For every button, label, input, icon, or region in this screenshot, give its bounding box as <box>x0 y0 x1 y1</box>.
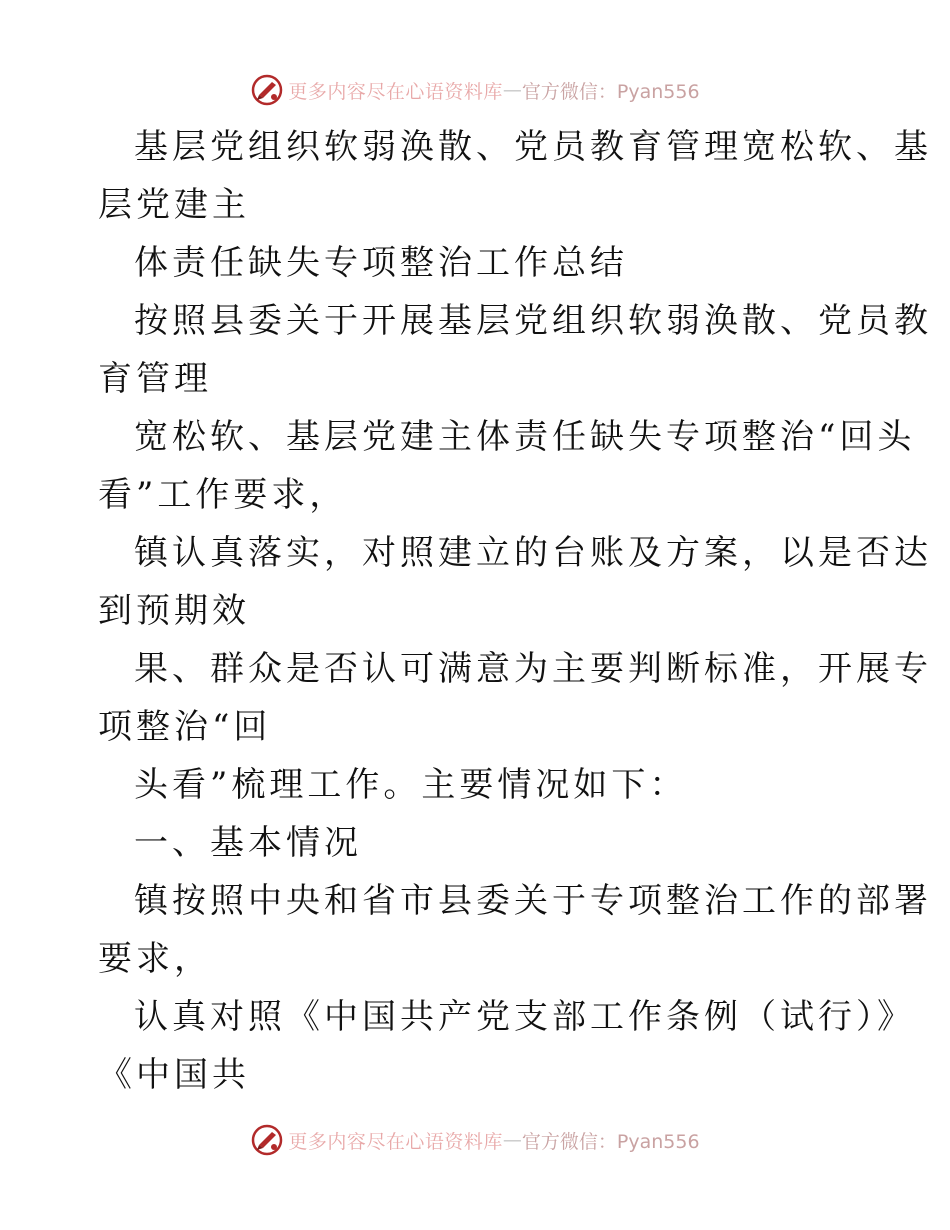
body-line: 宽松软、基层党建主体责任缺失专项整治“回头 <box>134 417 916 457</box>
body-line: 基层党组织软弱涣散、党员教育管理宽松软、基 <box>134 127 932 167</box>
body-line: 体责任缺失专项整治工作总结 <box>134 243 628 283</box>
footer-banner <box>0 1120 950 1160</box>
banner-wechat: 官方微信：Pyan556 <box>521 1130 700 1153</box>
body-line: 头看”梳理工作。主要情况如下： <box>134 765 688 805</box>
body-line: 认真对照《中国共产党支部工作条例（试行）》 <box>134 997 915 1037</box>
banner-title: 更多内容尽在心语资料库 <box>288 1130 503 1153</box>
body-line: 《中国共 <box>98 1055 250 1095</box>
logo-icon <box>250 73 284 107</box>
banner-separator: — <box>502 1129 522 1151</box>
body-line: 果、群众是否认可满意为主要判断标准，开展专 <box>134 649 932 689</box>
banner-wechat: 官方微信：Pyan556 <box>521 80 700 103</box>
body-line: 层党建主 <box>98 185 250 225</box>
logo-icon <box>250 1123 284 1157</box>
body-line: 要求， <box>98 939 212 979</box>
body-line: 到预期效 <box>98 591 250 631</box>
body-line: 项整治“回 <box>98 707 272 747</box>
section-heading: 一、基本情况 <box>134 823 362 863</box>
body-line: 按照县委关于开展基层党组织软弱涣散、党员教 <box>134 301 932 341</box>
body-line: 镇按照中央和省市县委关于专项整治工作的部署 <box>134 881 932 921</box>
body-line: 育管理 <box>98 359 212 399</box>
banner-title: 更多内容尽在心语资料库 <box>288 80 503 103</box>
body-line: 看”工作要求， <box>98 475 348 515</box>
header-banner <box>0 70 950 110</box>
body-line: 镇认真落实，对照建立的台账及方案，以是否达 <box>134 533 932 573</box>
banner-separator: — <box>502 79 522 101</box>
document-body <box>98 118 932 1104</box>
